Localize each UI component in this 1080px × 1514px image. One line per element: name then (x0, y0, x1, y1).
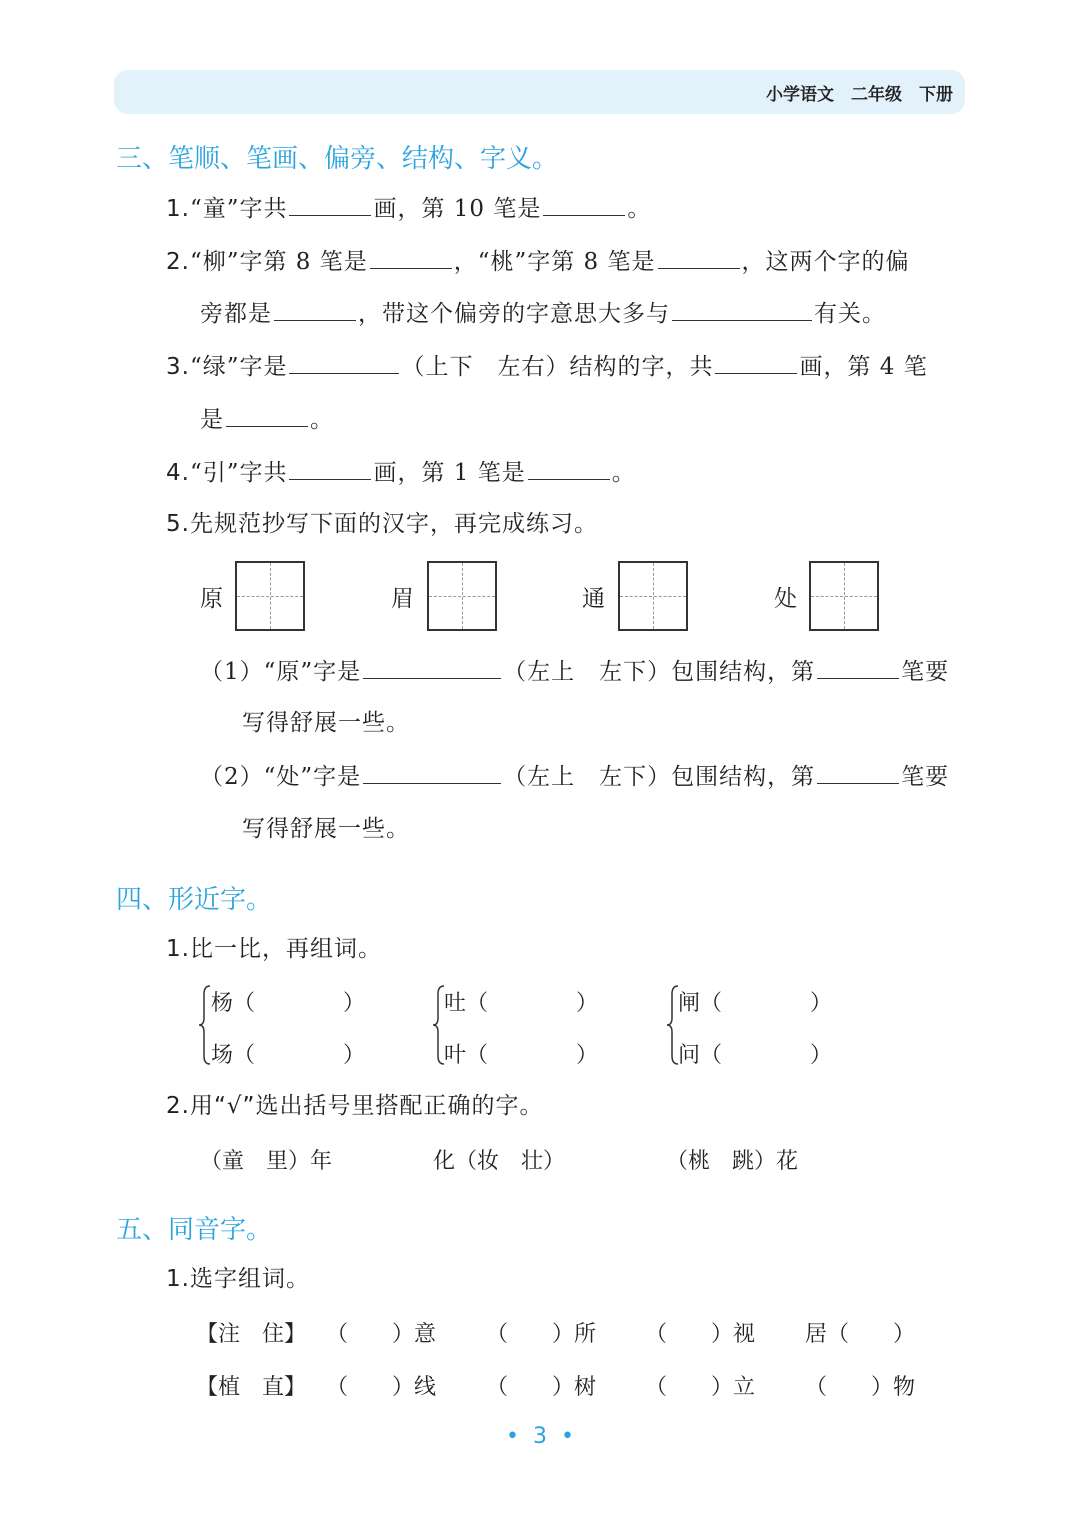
question-number: 1. (166, 936, 190, 962)
choice-item[interactable]: （桃 跳）花 (666, 1149, 799, 1174)
q-text: 。 (310, 407, 334, 433)
q-text: 。 (611, 460, 636, 486)
answer-blank[interactable] (672, 298, 812, 321)
pair-word: 吐（ ） (444, 991, 599, 1016)
q-text: 用“√”选出括号里搭配正确的字。 (189, 1093, 544, 1119)
answer-blank[interactable] (226, 404, 308, 427)
tian-grid-box[interactable] (427, 561, 497, 631)
q-text: 写得舒展一些。 (242, 816, 410, 842)
page-number: • 3 • (506, 1424, 574, 1449)
page-header-bar (114, 70, 965, 114)
question-4-2 (166, 1091, 543, 1121)
q-text: 选字组词。 (189, 1266, 310, 1292)
q-text: （1）“原”字是 (200, 659, 362, 685)
question-number: 5. (166, 511, 190, 537)
question-number: 2. (166, 1093, 190, 1119)
q-text: 是 (200, 407, 224, 433)
homophone-blank[interactable]: （ ）物 (805, 1375, 916, 1400)
pair-word: 杨（ ） (211, 991, 366, 1016)
question-3-3-cont (200, 404, 334, 435)
q-text: （左上 左下）包围结构，第 (503, 764, 816, 790)
header-title: 小学语文 二年级 下册 (766, 85, 953, 105)
question-number: 2. (166, 249, 190, 275)
question-3-5-sub2 (200, 761, 949, 792)
q-text: （左上 左下）包围结构，第 (503, 659, 816, 685)
question-4-1 (166, 934, 382, 964)
answer-blank[interactable] (370, 246, 452, 269)
section-4-title: 四、形近字。 (116, 885, 273, 915)
answer-blank[interactable] (274, 298, 356, 321)
answer-blank[interactable] (715, 351, 797, 374)
question-number: 1. (166, 1266, 190, 1292)
q-text: 画，第 1 笔是 (373, 460, 526, 486)
q-text: （2）“处”字是 (200, 764, 362, 790)
question-number: 3. (166, 354, 190, 380)
q-text: 笔要 (901, 659, 950, 685)
q-text: 笔要 (901, 764, 950, 790)
homophone-blank[interactable]: （ ）视 (645, 1322, 756, 1347)
q-text: 。 (627, 196, 652, 222)
question-3-3 (166, 351, 928, 382)
question-3-5 (166, 509, 598, 539)
brace-icon (198, 984, 212, 1066)
answer-blank[interactable] (817, 656, 899, 679)
q-text: 有关。 (814, 301, 886, 327)
homophone-blank[interactable]: （ ）树 (486, 1375, 597, 1400)
answer-blank[interactable] (658, 246, 740, 269)
question-3-5-sub2-cont (242, 814, 410, 844)
pair-word: 闸（ ） (678, 991, 833, 1016)
q-text: 画，第 10 笔是 (373, 196, 542, 222)
q-text: 画，第 4 笔 (799, 354, 928, 380)
homophone-blank[interactable]: （ ）意 (326, 1322, 437, 1347)
answer-blank[interactable] (289, 457, 371, 480)
homophone-blank[interactable]: 居（ ） (805, 1322, 916, 1347)
q-text: 先规范抄写下面的汉字，再完成练习。 (189, 511, 598, 537)
answer-blank[interactable] (289, 193, 371, 216)
pair-word: 场（ ） (211, 1043, 366, 1068)
copy-char-label: 处 (774, 586, 797, 612)
answer-blank[interactable] (363, 761, 501, 784)
section-3-title: 三、笔顺、笔画、偏旁、结构、字义。 (116, 144, 559, 174)
q-text: ，这两个字的偏 (741, 249, 910, 275)
question-5-1 (166, 1264, 310, 1294)
q-text: “柳”字第 8 笔是 (189, 249, 368, 275)
tian-grid-box[interactable] (809, 561, 879, 631)
q-text: “绿”字是 (189, 354, 288, 380)
q-text: “童”字共 (189, 196, 288, 222)
question-3-2-cont (200, 298, 886, 329)
homophone-blank[interactable]: （ ）所 (486, 1322, 597, 1347)
answer-blank[interactable] (543, 193, 625, 216)
answer-blank[interactable] (289, 351, 399, 374)
homophone-blank[interactable]: （ ）立 (645, 1375, 756, 1400)
q-text: ，带这个偏旁的字意思大多与 (358, 301, 670, 327)
question-number: 4. (166, 460, 190, 486)
pair-word: 叶（ ） (444, 1043, 599, 1068)
pair-word: 问（ ） (678, 1043, 833, 1068)
question-3-4 (166, 457, 636, 488)
q-text: 旁都是 (200, 301, 272, 327)
tian-grid-box[interactable] (618, 561, 688, 631)
section-5-title: 五、同音字。 (116, 1215, 273, 1245)
question-3-1 (166, 193, 651, 224)
question-3-2 (166, 246, 910, 277)
copy-char-label: 原 (200, 586, 223, 612)
question-3-5-sub1 (200, 656, 949, 687)
tian-grid-box[interactable] (235, 561, 305, 631)
q-text: ，“桃”字第 8 笔是 (453, 249, 656, 275)
q-text: （上下 左右）结构的字，共 (401, 354, 714, 380)
q-text: 写得舒展一些。 (242, 710, 410, 736)
copy-char-label: 通 (582, 586, 605, 612)
answer-blank[interactable] (817, 761, 899, 784)
answer-blank[interactable] (528, 457, 610, 480)
question-3-5-sub1-cont (242, 708, 410, 738)
choice-item[interactable]: （童 里）年 (200, 1149, 333, 1174)
homophone-label: 【植 直】 (196, 1375, 307, 1400)
copy-char-label: 眉 (391, 586, 414, 612)
q-text: 比一比，再组词。 (189, 936, 382, 962)
homophone-blank[interactable]: （ ）线 (326, 1375, 437, 1400)
answer-blank[interactable] (363, 656, 501, 679)
question-number: 1. (166, 196, 190, 222)
choice-item[interactable]: 化（妆 壮） (433, 1149, 566, 1174)
homophone-label: 【注 住】 (196, 1322, 307, 1347)
q-text: “引”字共 (189, 460, 288, 486)
